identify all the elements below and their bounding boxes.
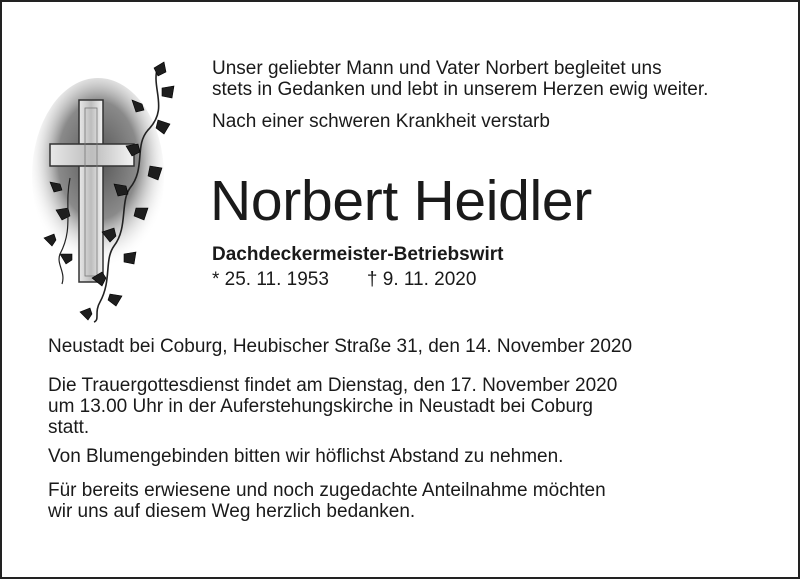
intro-line: Unser geliebter Mann und Vater Norbert begleitet uns [212, 58, 662, 79]
deceased-name: Norbert Heidler [210, 169, 592, 233]
place-and-date: Neustadt bei Coburg, Heubischer Straße 31, den 14. November 2020 [48, 336, 633, 357]
thanks-line: wir uns auf diesem Weg herzlich bedanken. [48, 501, 416, 522]
thanks-text [48, 480, 606, 522]
flowers-note: Von Blumengebinden bitten wir höflichst Abstand zu nehmen. [48, 446, 564, 467]
intro-text [212, 58, 708, 100]
thanks-line: Für bereits erwiesene und noch zugedachte Anteilnahme möchten [48, 480, 606, 501]
cause-of-death-text: Nach einer schweren Krankheit verstarb [212, 111, 550, 132]
service-line: um 13.00 Uhr in der Auferstehungskirche in Neustadt bei Coburg [48, 396, 593, 417]
death-date: † 9. 11. 2020 [366, 269, 477, 290]
cross-with-ivy-icon [30, 58, 200, 323]
service-line: Die Trauergottesdienst findet am Dienstag, den 17. November 2020 [48, 375, 618, 396]
life-dates [212, 269, 476, 290]
service-line: statt. [48, 417, 90, 438]
intro-line: stets in Gedanken und lebt in unserem Herzen ewig weiter. [212, 79, 709, 100]
funeral-service-text [48, 375, 617, 438]
birth-date: * 25. 11. 1953 [212, 269, 329, 290]
profession-text: Dachdeckermeister-Betriebswirt [212, 244, 504, 265]
